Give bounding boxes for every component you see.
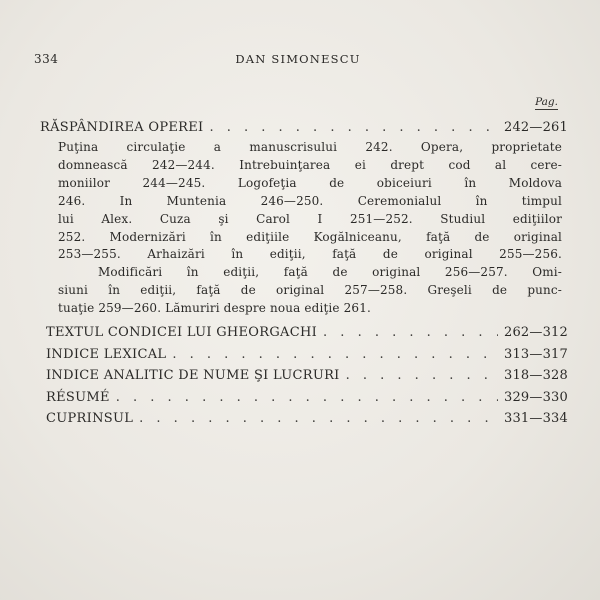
toc-entry-title: TEXTUL CONDICEI LUI GHEORGACHI [46,325,318,341]
toc-entry-title: INDICE LEXICAL [46,346,167,362]
toc-entry-pages: 318—328 [503,368,568,384]
toc-entry-pages: 331—334 [503,411,568,427]
toc-entry-pages: 329—330 [503,389,568,405]
running-head: DAN SIMONESCU [235,52,361,66]
dot-leader [139,409,498,428]
pag-column-label: Pag. [535,96,558,108]
page-header [28,52,568,72]
toc-entry-cuprinsul [46,409,568,428]
toc-entry-title: CUPRINSUL [46,411,134,427]
dot-leader [172,345,498,364]
summary-line: siuni în ediţii, faţă de original 257—258. Greşeli de punc- [58,283,562,298]
summary-line: moniilor 244—245. Logofeţia de obiceiuri în Moldova [58,175,562,190]
dot-leader [323,323,498,342]
summary-line: tuaţie 259—260. Lămuriri despre noua ediţie 261. [58,301,371,316]
toc-entry-pages: 262—312 [503,325,568,341]
summary-line: domnească 242—244. Intrebuinţarea ei drept cod al cere- [58,157,562,172]
summary-line: Modificări în ediţii, faţă de original 256—257. Omi- [98,265,562,280]
table-of-contents [40,118,568,431]
dot-leader [346,366,498,385]
summary-line: Puţina circulaţie a manuscrisului 242. Opera, proprietate [58,140,562,154]
toc-entry-title: INDICE ANALITIC DE NUME ŞI LUCRURI [46,368,340,384]
summary-line: lui Alex. Cuza şi Carol I 251—252. Studiul ediţiilor [58,211,562,226]
toc-entries [40,323,568,428]
dot-leader [209,118,498,137]
toc-entry-pages: 313—317 [503,346,568,362]
toc-entry-raspandirea [40,118,568,137]
toc-entry-title: RĂSPÂNDIREA OPEREI [40,120,204,135]
toc-entry-indice-analitic [46,366,568,385]
toc-entry-textul-condicei [46,323,568,342]
summary-line: 246. In Muntenia 246—250. Ceremonialul în timpul [58,193,562,208]
toc-entry-resume [46,388,568,407]
summary-line: 253—255. Arhaizări în ediţii, faţă de original 255—256. [58,247,562,262]
page-number: 334 [34,52,59,66]
summary-line: 252. Modernizări în ediţiile Kogălniceanu, faţă de original [58,229,562,244]
toc-entry-pages: 242—261 [503,120,568,135]
toc-entry-title: RÉSUMÉ [46,389,110,405]
toc-entry-indice-lexical [46,345,568,364]
dot-leader [116,388,498,407]
section-summary [58,139,562,318]
